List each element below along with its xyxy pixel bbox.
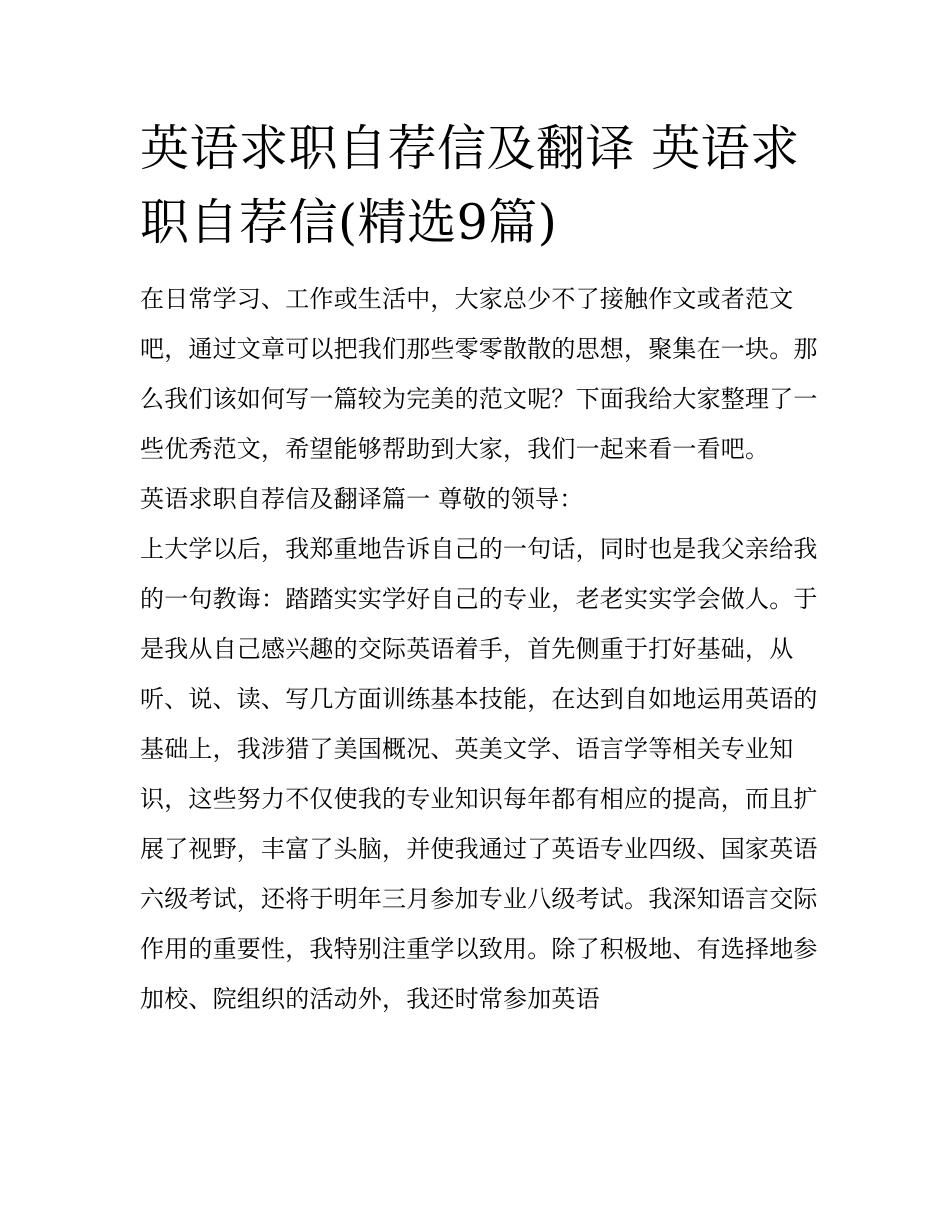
paragraph-list	[140, 274, 820, 1024]
letter-body-paragraph: 上大学以后，我郑重地告诉自己的一句话，同时也是我父亲给我的一句教诲：踏踏实实学好自己的专业，老老实实学会做人。于是我从自己感兴趣的交际英语着手，首先侧重于打好基础，从听、说、读、写几方面训练基本技能，在达到自如地运用英语的基础上，我涉猎了美国概况、英美文学、语言学等相关专业知识，这些努力不仅使我的专业知识每年都有相应的提高，而且扩展了视野，丰富了头脑，并使我通过了英语专业四级、国家英语六级考试，还将于明年三月参加专业八级考试。我深知语言交际作用的重要性，我特别注重学以致用。除了积极地、有选择地参加校、院组织的活动外，我还时常参加英语	[140, 535, 818, 1013]
intro-paragraph: 在日常学习、工作或生活中，大家总少不了接触作文或者范文吧，通过文章可以把我们那些零零散散的思想，聚集在一块。那么我们该如何写一篇较为完美的范文呢？下面我给大家整理了一些优秀范文，希望能够帮助到大家，我们一起来看一看吧。	[140, 285, 818, 463]
section-heading-paragraph: 英语求职自荐信及翻译篇一 尊敬的领导：	[140, 485, 584, 513]
document-body	[140, 112, 820, 1024]
document-title: 英语求职自荐信及翻译 英语求职自荐信(精选9篇)	[140, 120, 800, 251]
